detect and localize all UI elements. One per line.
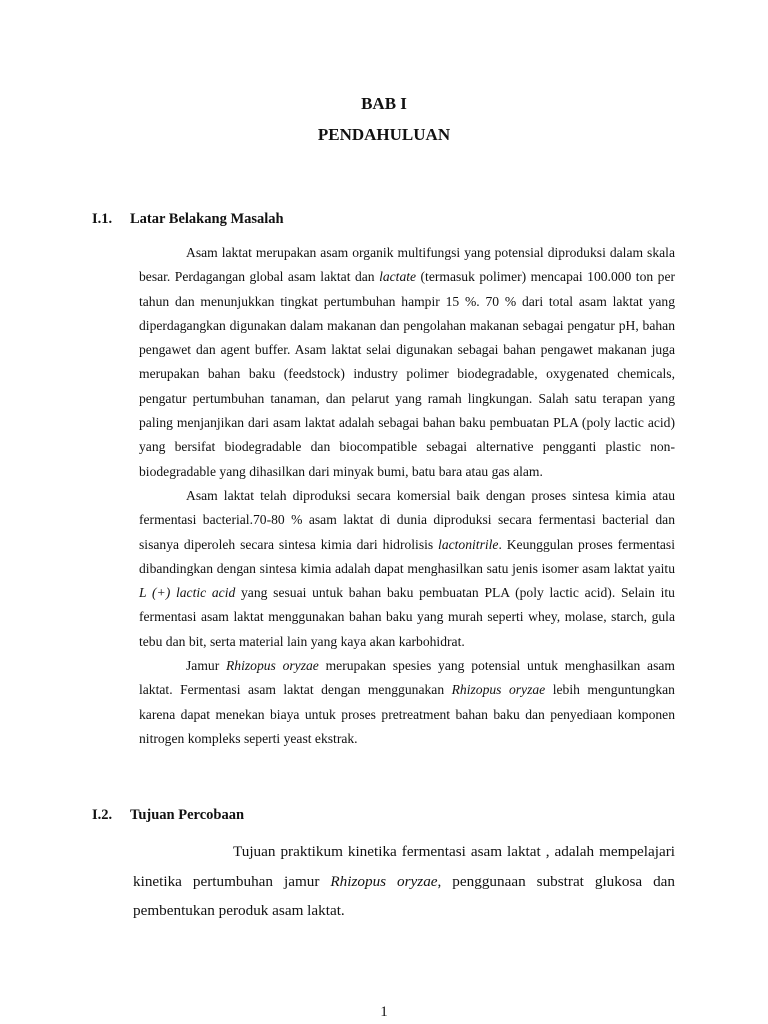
text-run: Asam laktat telah diproduksi secara komersial baik dengan proses sintesa kimia atau fermentasi bacterial.70-80 % asam laktat di dunia diproduksi secara fermentasi bacterial dan sisanya diperoleh secara sintesa kimia dari hidrolisis — [139, 487, 675, 552]
paragraph — [133, 837, 675, 926]
italic-term: Rhizopus oryzae — [330, 872, 438, 890]
italic-term: Rhizopus oryzae — [225, 658, 319, 674]
italic-term: lactate — [379, 269, 417, 285]
section-heading-1 — [92, 211, 284, 228]
paragraph — [139, 484, 675, 654]
chapter-title: PENDAHULUAN — [317, 125, 451, 144]
italic-term: Rhizopus oryzae — [451, 682, 546, 698]
italic-term: lactonitrile — [438, 536, 499, 552]
section-title: Latar Belakang Masalah — [130, 211, 284, 227]
section-heading-2 — [92, 807, 244, 824]
text-run: yang sesuai untuk bahan baku pembuatan PLA (poly lactic acid). Selain itu fermentasi asam laktat menggunakan bahan baku yang murah seperti whey, molase, starch, gula tebu dan bit, serta material lain yang kaya akan karbohidrat. — [139, 585, 675, 649]
section-1-body — [139, 241, 675, 751]
section-number: I.2. — [92, 807, 113, 823]
text-run: Jamur — [186, 658, 226, 674]
text-run: , penggunaan substrat glukosa dan pembentukan peroduk asam laktat. — [133, 872, 676, 919]
text-run: Tujuan praktikum kinetika fermentasi asam laktat , adalah mempelajari kinetika pertumbuhan jamur — [133, 843, 675, 890]
text-run: lebih menguntungkan karena dapat menekan biaya untuk proses pretreatment bahan baku dan penyediaan komponen nitrogen kompleks seperti yeast ekstrak. — [139, 682, 675, 746]
chapter-label: BAB I — [361, 94, 407, 113]
text-run: Asam laktat merupakan asam organik multifungsi yang potensial diproduksi dalam skala besar. Perdagangan global asam laktat dan — [139, 245, 675, 285]
text-run: . Keunggulan proses fermentasi dibandingkan dengan sintesa kimia adalah dapat menghasilkan satu jenis isomer asam laktat yaitu — [139, 536, 675, 576]
section-number: I.1. — [92, 211, 113, 227]
text-run: merupakan spesies yang potensial untuk menghasilkan asam laktat. Fermentasi asam laktat dengan menggunakan — [139, 658, 675, 698]
page-number: 1 — [380, 1004, 388, 1020]
text-run: (termasuk polimer) mencapai 100.000 ton per tahun dan menunjukkan tingkat pertumbuhan hampir 15 %. 70 % dari total asam laktat yang diperdagangkan digunakan dalam makanan dan pengolahan makanan sebagai pengatur pH, bahan pengawet dan agent buffer. Asam laktat selai digunakan sebagai bahan pengawet makanan juga merupakan bahan baku (feedstock) industry polimer biodegradable, oxygenated chemicals, pengatur pertumbuhan tanaman, dan pelarut yang ramah lingkungan. Salah satu terapan yang paling menjanjikan dari asam laktat adalah sebagai bahan baku pembuatan PLA (poly lactic acid) yang bersifat biodegradable dan biocompatible sebagai alternative pengganti plastic non-biodegradable yang dihasilkan dari minyak bumi, batu bara atau gas alam. — [139, 269, 676, 479]
section-2-body — [133, 837, 675, 926]
paragraph — [139, 241, 675, 484]
section-title: Tujuan Percobaan — [130, 807, 245, 823]
paragraph — [139, 654, 675, 751]
italic-term: L (+) lactic acid — [139, 585, 236, 601]
